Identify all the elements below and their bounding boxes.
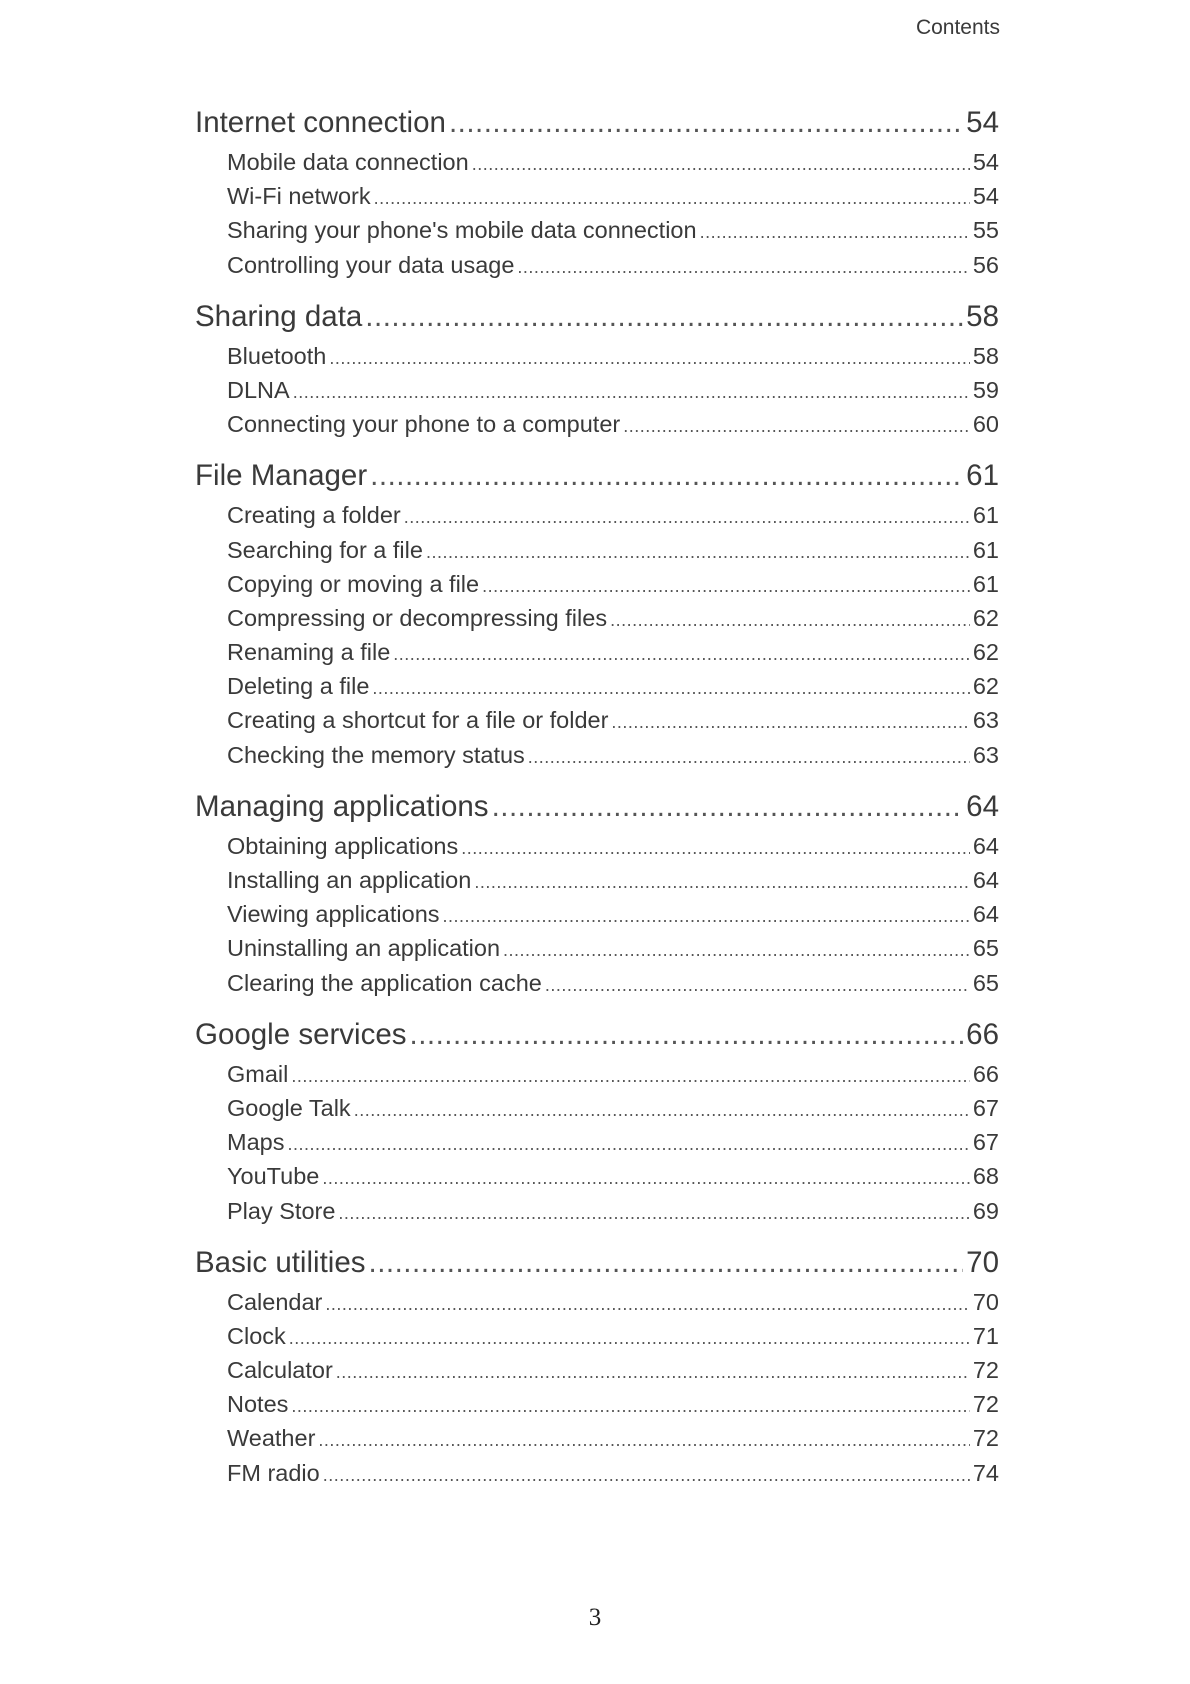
subentry-page-number: 63 bbox=[972, 707, 999, 734]
toc-subentry[interactable] bbox=[195, 213, 999, 247]
toc-subentry[interactable] bbox=[195, 738, 999, 772]
toc-section bbox=[195, 100, 999, 282]
subentry-title: Calculator bbox=[227, 1357, 333, 1384]
dot-leader bbox=[482, 567, 970, 603]
subentry-page-number: 67 bbox=[972, 1129, 999, 1156]
toc-subentry[interactable] bbox=[195, 1456, 999, 1490]
toc-subentry[interactable] bbox=[195, 1421, 999, 1455]
subentry-page-number: 61 bbox=[972, 536, 999, 563]
chapter-page-number: 61 bbox=[966, 459, 999, 493]
chapter-title: Google services bbox=[195, 1017, 407, 1051]
subentry-page-number: 70 bbox=[972, 1288, 999, 1315]
chapter-title: Internet connection bbox=[195, 106, 446, 139]
subentry-title: Creating a folder bbox=[227, 502, 401, 529]
toc-subentry[interactable] bbox=[195, 145, 999, 179]
toc-chapter-entry[interactable] bbox=[195, 453, 999, 498]
subentry-page-number: 66 bbox=[972, 1060, 999, 1087]
subentry-page-number: 54 bbox=[972, 183, 999, 210]
subentry-title: Installing an application bbox=[227, 867, 472, 893]
toc-section bbox=[195, 294, 999, 442]
toc-subentry[interactable] bbox=[195, 1091, 999, 1125]
chapter-title: Managing applications bbox=[195, 789, 489, 823]
dot-leader bbox=[325, 1285, 969, 1321]
dot-leader bbox=[700, 213, 970, 249]
subentry-page-number: 59 bbox=[972, 376, 999, 403]
subentry-page-number: 62 bbox=[972, 639, 999, 666]
subentry-page-number: 60 bbox=[972, 411, 999, 438]
subentry-page-number: 64 bbox=[972, 867, 999, 893]
dot-leader bbox=[404, 498, 970, 534]
dot-leader bbox=[370, 453, 963, 498]
toc-subentry[interactable] bbox=[195, 931, 999, 965]
toc-subentry[interactable] bbox=[195, 966, 999, 1000]
subentry-title: Calendar bbox=[227, 1288, 323, 1315]
subentry-title: Gmail bbox=[227, 1060, 289, 1087]
toc-subentry[interactable] bbox=[195, 533, 999, 567]
subentry-page-number: 56 bbox=[972, 251, 999, 278]
toc-chapter-entry[interactable] bbox=[195, 294, 999, 339]
subentry-page-number: 62 bbox=[972, 604, 999, 631]
subentry-title: Viewing applications bbox=[227, 901, 440, 928]
dot-leader bbox=[443, 897, 970, 933]
subentry-title: Creating a shortcut for a file or folder bbox=[227, 707, 609, 734]
subentry-title: Uninstalling an application bbox=[227, 935, 501, 962]
subentry-title: Renaming a file bbox=[227, 639, 391, 666]
dot-leader bbox=[289, 1319, 970, 1355]
dot-leader bbox=[291, 1387, 969, 1423]
subentry-title: Weather bbox=[227, 1425, 316, 1452]
subentry-page-number: 64 bbox=[972, 901, 999, 928]
toc-subentry[interactable] bbox=[195, 1125, 999, 1159]
dot-leader bbox=[517, 248, 969, 284]
subentry-page-number: 61 bbox=[972, 502, 999, 529]
subentry-title: Google Talk bbox=[227, 1094, 351, 1121]
dot-leader bbox=[291, 1057, 969, 1093]
subentry-title: FM radio bbox=[227, 1459, 320, 1486]
toc-subentry[interactable] bbox=[195, 1194, 999, 1228]
toc-subentry[interactable] bbox=[195, 1057, 999, 1091]
toc-subentry[interactable] bbox=[195, 1319, 999, 1353]
subentry-page-number: 61 bbox=[972, 570, 999, 597]
dot-leader bbox=[322, 1159, 970, 1195]
subentry-title: Bluetooth bbox=[227, 342, 327, 369]
subentry-page-number: 55 bbox=[972, 217, 999, 244]
dot-leader bbox=[338, 1194, 969, 1230]
toc-subentry[interactable] bbox=[195, 1285, 999, 1319]
toc-chapter-entry[interactable] bbox=[195, 100, 999, 145]
dot-leader bbox=[293, 373, 970, 409]
dot-leader bbox=[372, 669, 969, 705]
toc-subentry[interactable] bbox=[195, 248, 999, 282]
toc-section bbox=[195, 453, 999, 772]
dot-leader bbox=[492, 784, 964, 829]
subentry-title: Wi-Fi network bbox=[227, 183, 371, 210]
toc-chapter-entry[interactable] bbox=[195, 784, 999, 829]
toc-section bbox=[195, 1012, 999, 1228]
dot-leader bbox=[369, 1240, 964, 1285]
dot-leader bbox=[449, 100, 963, 145]
toc-subentry[interactable] bbox=[195, 829, 999, 863]
subentry-page-number: 62 bbox=[972, 673, 999, 700]
subentry-page-number: 74 bbox=[972, 1459, 999, 1486]
subentry-page-number: 65 bbox=[972, 935, 999, 962]
dot-leader bbox=[336, 1353, 970, 1389]
toc-section bbox=[195, 1240, 999, 1490]
dot-leader bbox=[318, 1421, 969, 1457]
subentry-title: Maps bbox=[227, 1129, 285, 1156]
dot-leader bbox=[472, 145, 970, 181]
dot-leader bbox=[329, 339, 970, 375]
toc-chapter-entry[interactable] bbox=[195, 1240, 999, 1285]
dot-leader bbox=[623, 407, 970, 443]
chapter-page-number: 66 bbox=[966, 1017, 999, 1051]
subentry-title: Sharing your phone's mobile data connection bbox=[227, 217, 697, 244]
toc-section bbox=[195, 784, 999, 1000]
subentry-title: Clearing the application cache bbox=[227, 969, 542, 996]
subentry-title: Connecting your phone to a computer bbox=[227, 411, 621, 438]
table-of-contents bbox=[195, 100, 999, 1502]
dot-leader bbox=[474, 863, 970, 899]
subentry-page-number: 72 bbox=[972, 1391, 999, 1418]
dot-leader bbox=[610, 601, 970, 637]
subentry-title: YouTube bbox=[227, 1163, 320, 1190]
chapter-title: Sharing data bbox=[195, 299, 363, 333]
chapter-page-number: 58 bbox=[966, 299, 999, 333]
subentry-title: Mobile data connection bbox=[227, 149, 469, 175]
toc-subentry[interactable] bbox=[195, 1387, 999, 1421]
subentry-page-number: 72 bbox=[972, 1357, 999, 1384]
dot-leader bbox=[461, 829, 970, 865]
toc-subentry[interactable] bbox=[195, 373, 999, 407]
chapter-title: Basic utilities bbox=[195, 1245, 366, 1279]
toc-subentry[interactable] bbox=[195, 498, 999, 532]
running-header: Contents bbox=[915, 16, 1000, 39]
dot-leader bbox=[410, 1012, 964, 1057]
dot-leader bbox=[503, 931, 970, 967]
toc-subentry[interactable] bbox=[195, 567, 999, 601]
toc-subentry[interactable] bbox=[195, 601, 999, 635]
dot-leader bbox=[323, 1456, 970, 1492]
subentry-page-number: 54 bbox=[972, 149, 999, 175]
toc-subentry[interactable] bbox=[195, 863, 999, 897]
subentry-page-number: 71 bbox=[972, 1322, 999, 1349]
toc-subentry[interactable] bbox=[195, 897, 999, 931]
dot-leader bbox=[426, 533, 970, 569]
toc-subentry[interactable] bbox=[195, 1159, 999, 1193]
subentry-page-number: 64 bbox=[972, 832, 999, 859]
dot-leader bbox=[287, 1125, 969, 1161]
subentry-title: Obtaining applications bbox=[227, 832, 459, 859]
dot-leader bbox=[393, 635, 970, 671]
subentry-title: Copying or moving a file bbox=[227, 570, 480, 597]
toc-subentry[interactable] bbox=[195, 669, 999, 703]
toc-subentry[interactable] bbox=[195, 179, 999, 213]
subentry-title: Searching for a file bbox=[227, 536, 423, 563]
subentry-title: Controlling your data usage bbox=[227, 251, 515, 278]
subentry-page-number: 67 bbox=[972, 1094, 999, 1121]
chapter-title: File Manager bbox=[195, 459, 368, 493]
toc-subentry[interactable] bbox=[195, 339, 999, 373]
page-number: 3 bbox=[588, 1604, 602, 1631]
dot-leader bbox=[365, 294, 963, 339]
dot-leader bbox=[374, 179, 970, 215]
subentry-page-number: 58 bbox=[972, 342, 999, 369]
chapter-page-number: 64 bbox=[966, 789, 999, 823]
subentry-title: Checking the memory status bbox=[227, 741, 525, 768]
dot-leader bbox=[545, 966, 970, 1002]
subentry-page-number: 72 bbox=[972, 1425, 999, 1452]
toc-chapter-entry[interactable] bbox=[195, 1012, 999, 1057]
toc-subentry[interactable] bbox=[195, 635, 999, 669]
subentry-page-number: 63 bbox=[972, 741, 999, 768]
subentry-title: Deleting a file bbox=[227, 673, 370, 700]
subentry-title: Clock bbox=[227, 1322, 286, 1349]
toc-subentry[interactable] bbox=[195, 407, 999, 441]
subentry-page-number: 69 bbox=[972, 1197, 999, 1224]
dot-leader bbox=[354, 1091, 970, 1127]
dot-leader bbox=[611, 703, 969, 739]
subentry-title: Compressing or decompressing files bbox=[227, 604, 608, 631]
subentry-page-number: 65 bbox=[972, 969, 999, 996]
chapter-page-number: 54 bbox=[966, 106, 999, 139]
subentry-title: Play Store bbox=[227, 1197, 336, 1224]
chapter-page-number: 70 bbox=[966, 1245, 999, 1279]
toc-subentry[interactable] bbox=[195, 1353, 999, 1387]
dot-leader bbox=[528, 738, 970, 774]
toc-subentry[interactable] bbox=[195, 703, 999, 737]
subentry-title: DLNA bbox=[227, 376, 290, 403]
subentry-title: Notes bbox=[227, 1391, 289, 1418]
subentry-page-number: 68 bbox=[972, 1163, 999, 1190]
